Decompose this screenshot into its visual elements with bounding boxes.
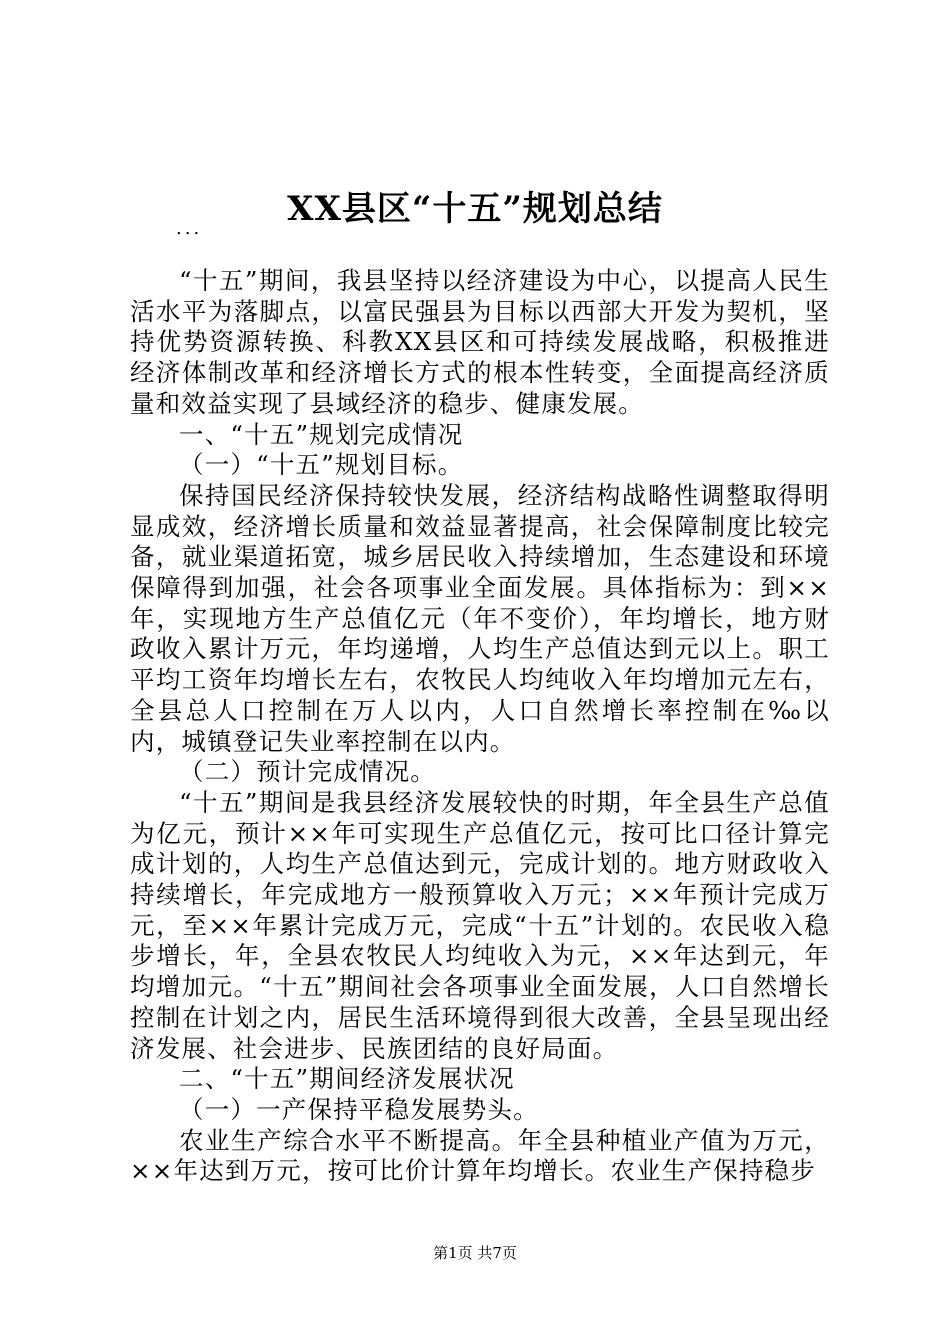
- page-number: 第1页 共7页: [433, 1244, 517, 1262]
- section-heading-2: 二、“十五”期间经济发展状况: [179, 1064, 515, 1094]
- document-body: [130, 266, 830, 1187]
- document-title: XX县区“十五”规划总结: [287, 189, 663, 229]
- subsection-heading-2-1: （一）一产保持平稳发展势头。: [179, 1094, 539, 1124]
- paragraph-expected-completion: “十五”期间是我县经济发展较快的时期，年全县生产总值为亿元，预计××年可实现生产总值亿元，按可比口径计算完成计划的，人均生产总值达到元，完成计划的。地方财政收入持续增长，年完成地方一般预算收入万元；××年预计完成万元，至××年累计完成万元，完成“十五”计划的。农民收入稳步增长，年，全县农牧民人均纯收入为元，××年达到元，年均增加元。“十五”期间社会各项事业全面发展，人口自然增长控制在计划之内，居民生活环境得到很大改善，全县呈现出经济发展、社会进步、民族团结的良好局面。: [130, 787, 830, 1063]
- section-heading-1: 一、“十五”规划完成情况: [179, 419, 464, 449]
- subsection-heading-1-2: （二）预计完成情况。: [179, 757, 436, 787]
- paragraph-plan-targets: 保持国民经济保持较快发展，经济结构战略性调整取得明显成效，经济增长质量和效益显著提高，社会保障制度比较完备，就业渠道拓宽，城乡居民收入持续增加，生态建设和环境保障得到加强，社会各项事业全面发展。具体指标为：到××年，实现地方生产总值亿元（年不变价），年均增长，地方财政收入累计万元，年均递增，人均生产总值达到元以上。职工平均工资年均增长左右，农牧民人均纯收入年均增加元左右，全县总人口控制在万人以内，人口自然增长率控制在‰以内，城镇登记失业率控制在以内。: [130, 480, 830, 756]
- paragraph-intro: “十五”期间，我县坚持以经济建设为中心，以提高人民生活水平为落脚点，以富民强县为目标以西部大开发为契机，坚持优势资源转换、科教XX县区和可持续发展战略，积极推进经济体制改革和经济增长方式的根本性转变，全面提高经济质量和效益实现了县域经济的稳步、健康发展。: [130, 266, 830, 418]
- paragraph-agriculture: 农业生产综合水平不断提高。年全县种植业产值为万元，××年达到万元，按可比价计算年均增长。农业生产保持稳步: [130, 1125, 830, 1186]
- ellipsis-marker: ...: [176, 218, 203, 239]
- subsection-heading-1-1: （一）“十五”规划目标。: [179, 450, 464, 480]
